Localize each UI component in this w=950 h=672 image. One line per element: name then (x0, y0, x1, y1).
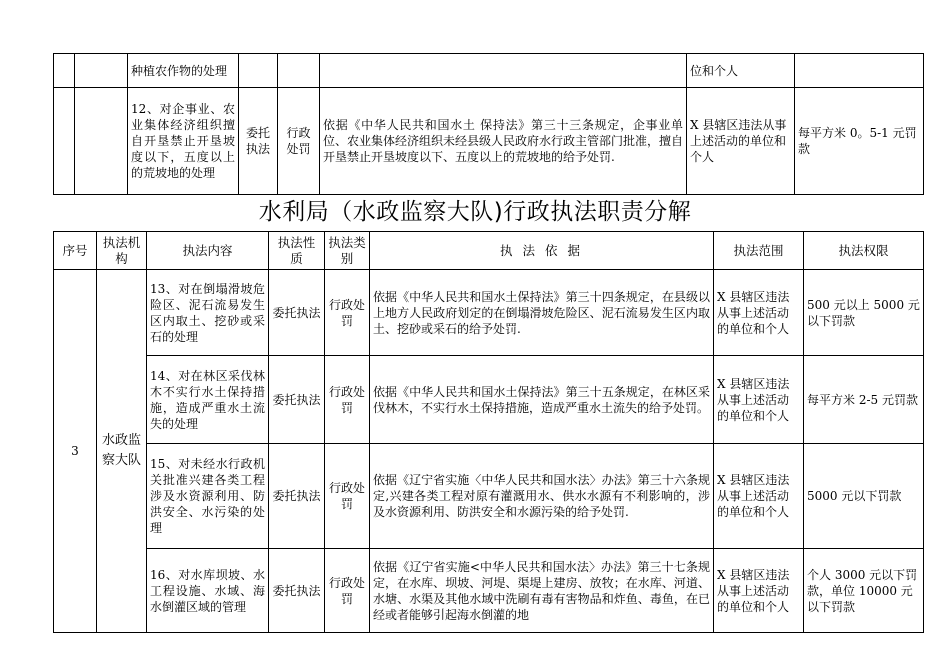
authority-cell: 5000 元以下罚款 (804, 444, 924, 549)
authority-cell: 每平方米 0。5-1 元罚款 (795, 88, 924, 195)
nature-cell: 委托执法 (239, 88, 278, 195)
content-cell: 16、对水库坝坡、水工程设施、水域、海水倒灌区域的管理 (147, 549, 269, 633)
category-cell: 行政处罚 (325, 549, 370, 633)
responsibilities-table (53, 231, 924, 633)
header-nature: 执法性质 (269, 232, 325, 270)
scope-cell: X 县辖区违法从事上述活动的单位和个人 (714, 356, 804, 444)
nature-cell: 委托执法 (269, 270, 325, 356)
basis-cell: 依据《辽宁省实施<中华人民共和国水法〉办法》第三十七条规定，在水库、坝坡、河堤、渠堤上建房、放牧；在水库、河道、水塘、水渠及其他水域中洗刷有毒有害物品和炸鱼、毒鱼，在已经或者能够引起海水倒灌的地 (370, 549, 714, 633)
content-cell: 13、对在倒塌滑坡危险区、泥石流易发生区内取土、挖砂或采石的处理 (147, 270, 269, 356)
basis-cell: 依据《中华人民共和国水土 保持法》第三十三条规定，企事业单位、农业集体经济组织未经县级人民政府水行政主管部门批准，擅自开垦禁止开垦坡度以下、五度以上的荒坡地的给予处罚. (320, 88, 687, 195)
category-cell: 行政处罚 (278, 88, 320, 195)
header-row (54, 232, 924, 270)
agency-cell: 水政监察大队 (97, 270, 147, 633)
table-row (54, 54, 924, 88)
authority-cell (795, 54, 924, 88)
scope-cell: X 县辖区违法从事上述活动的单位和个人 (714, 549, 804, 633)
header-content: 执法内容 (147, 232, 269, 270)
content-cell: 12、对企事业、农业集体经济组织擅自开垦禁止开垦坡度以下，五度以上的荒坡地的处理 (128, 88, 239, 195)
table-row (54, 270, 924, 356)
content-cell: 14、对在林区采伐林木不实行水土保持措施，造成严重水土流失的处理 (147, 356, 269, 444)
basis-cell: 依据《辽宁省实施〈中华人民共和国水法〉办法》第三十六条规定,兴建各类工程对原有灌溉用水、供水水源有不利影响的，涉及水资源利用、防洪安全和水源污染的给予处罚. (370, 444, 714, 549)
basis-cell: 依据《中华人民共和国水土保持法》第三十四条规定，在县级以上地方人民政府划定的在倒塌滑坡危险区、泥石流易发生区内取土、挖砂或采石的给予处罚. (370, 270, 714, 356)
content-cell: 种植农作物的处理 (128, 54, 239, 88)
header-agency: 执法机构 (97, 232, 147, 270)
header-category: 执法类别 (325, 232, 370, 270)
header-basis: 执 法 依 据 (370, 232, 714, 270)
table-row (54, 88, 924, 195)
nature-cell (239, 54, 278, 88)
agency-cell (75, 88, 128, 195)
document-title: 水利局（水政监察大队)行政执法职责分解 (258, 199, 692, 225)
category-cell (278, 54, 320, 88)
authority-cell: 500 元以上 5000 元以下罚款 (804, 270, 924, 356)
content-cell: 15、对未经水行政机关批准兴建各类工程涉及水资源利用、防洪安全、水污染的处理 (147, 444, 269, 549)
category-cell: 行政处罚 (325, 356, 370, 444)
scope-cell: X 县辖区违法从事上述活动的单位和个人 (687, 88, 795, 195)
table-row (54, 549, 924, 633)
seq-cell (54, 54, 75, 88)
agency-cell (75, 54, 128, 88)
category-cell: 行政处罚 (325, 444, 370, 549)
header-authority: 执法权限 (804, 232, 924, 270)
scope-cell: X 县辖区违法从事上述活动的单位和个人 (714, 270, 804, 356)
scope-cell: X 县辖区违法从事上述活动的单位和个人 (714, 444, 804, 549)
continuation-table (53, 53, 924, 195)
basis-cell (320, 54, 687, 88)
scope-cell: 位和个人 (687, 54, 795, 88)
authority-cell: 每平方米 2-5 元罚款 (804, 356, 924, 444)
nature-cell: 委托执法 (269, 549, 325, 633)
authority-cell: 个人 3000 元以下罚款，单位 10000 元以下罚款 (804, 549, 924, 633)
nature-cell: 委托执法 (269, 444, 325, 549)
seq-cell: 3 (54, 270, 97, 633)
nature-cell: 委托执法 (269, 356, 325, 444)
category-cell: 行政处罚 (325, 270, 370, 356)
header-scope: 执法范围 (714, 232, 804, 270)
basis-cell: 依据《中华人民共和国水土保持法》第三十五条规定，在林区采伐林木，不实行水土保持措施，造成严重水土流失的给予处罚。 (370, 356, 714, 444)
table-row (54, 444, 924, 549)
header-seq: 序号 (54, 232, 97, 270)
table-row (54, 356, 924, 444)
seq-cell (54, 88, 75, 195)
